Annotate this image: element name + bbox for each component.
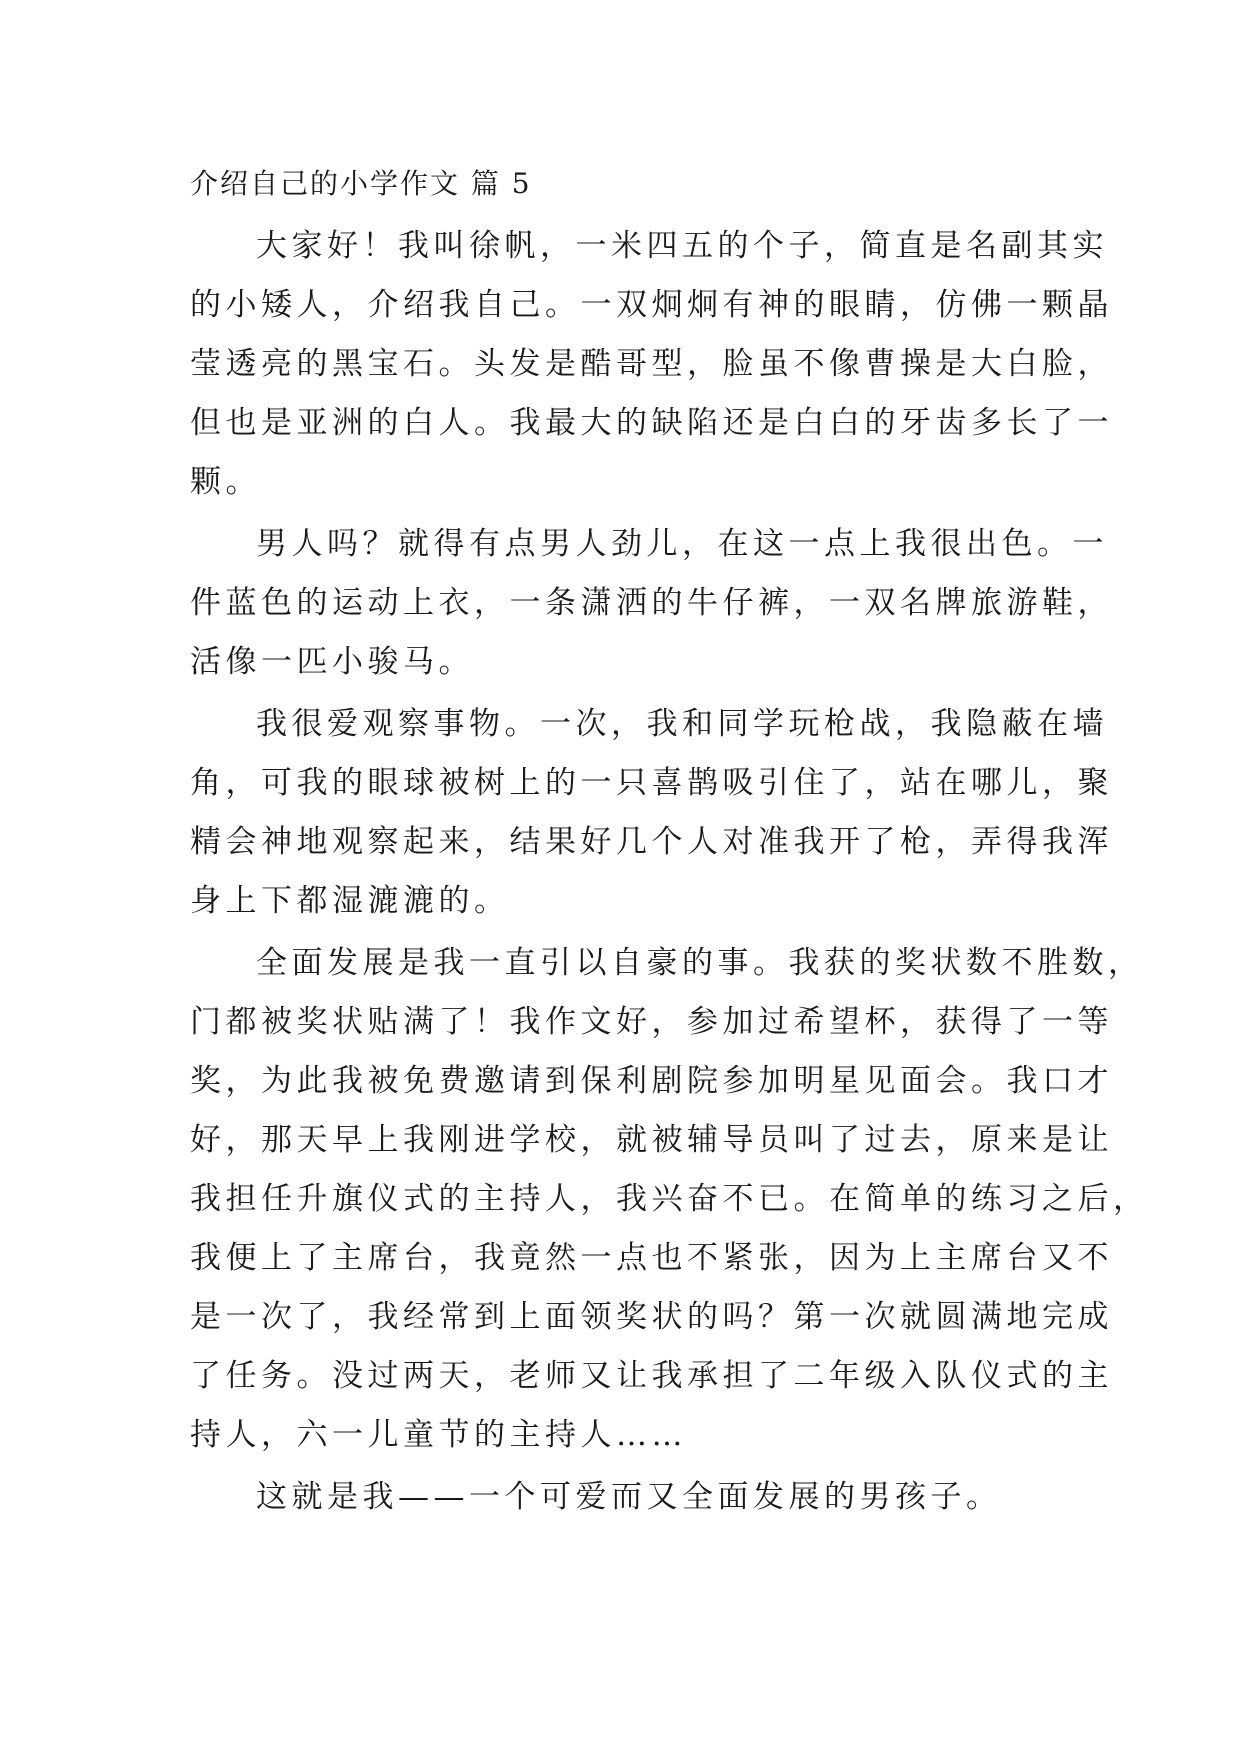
text-line: 的小矮人，介绍我自己。一双炯炯有神的眼睛，仿佛一颗晶 [190,287,1113,323]
text-line: 了任务。没过两天，老师又让我承担了二年级入队仪式的主 [190,1358,1113,1394]
text-line: 好，那天早上我刚进学校，就被辅导员叫了过去，原来是让 [190,1122,1113,1158]
document-title: 介绍自己的小学作文 篇 5 [190,167,532,200]
text-line: 奖，为此我被免费邀请到保利剧院参加明星见面会。我口才 [190,1063,1113,1099]
text-line: 精会神地观察起来，结果好几个人对准我开了枪，弄得我浑 [190,824,1113,860]
text-line: 男人吗？就得有点男人劲儿，在这一点上我很出色。一 [256,526,1108,562]
text-line: 我担任升旗仪式的主持人，我兴奋不已。在简单的练习之后， [190,1181,1149,1217]
text-line: 莹透亮的黑宝石。头发是酷哥型，脸虽不像曹操是大白脸， [190,346,1113,382]
text-line: 我很爱观察事物。一次，我和同学玩枪战，我隐蔽在墙 [256,706,1108,742]
text-line: 这就是我——一个可爱而又全面发展的男孩子。 [256,1479,1002,1515]
text-line: 全面发展是我一直引以自豪的事。我获的奖状数不胜数， [256,945,1144,981]
text-line: 颗。 [190,464,261,500]
text-line: 门都被奖状贴满了！我作文好，参加过希望杯，获得了一等 [190,1004,1113,1040]
text-line: 是一次了，我经常到上面领奖状的吗？第一次就圆满地完成 [190,1299,1113,1335]
text-line: 大家好！我叫徐帆，一米四五的个子，简直是名副其实 [256,228,1108,264]
text-line: 身上下都湿漉漉的。 [190,883,510,919]
text-line: 持人，六一儿童节的主持人…… [190,1417,687,1453]
text-line: 但也是亚洲的白人。我最大的缺陷还是白白的牙齿多长了一 [190,405,1113,441]
text-line: 角，可我的眼球被树上的一只喜鹊吸引住了，站在哪儿，聚 [190,765,1113,801]
text-line: 活像一匹小骏马。 [190,644,474,680]
text-line: 我便上了主席台，我竟然一点也不紧张，因为上主席台又不 [190,1240,1113,1276]
text-line: 件蓝色的运动上衣，一条潇洒的牛仔裤，一双名牌旅游鞋， [190,585,1113,621]
